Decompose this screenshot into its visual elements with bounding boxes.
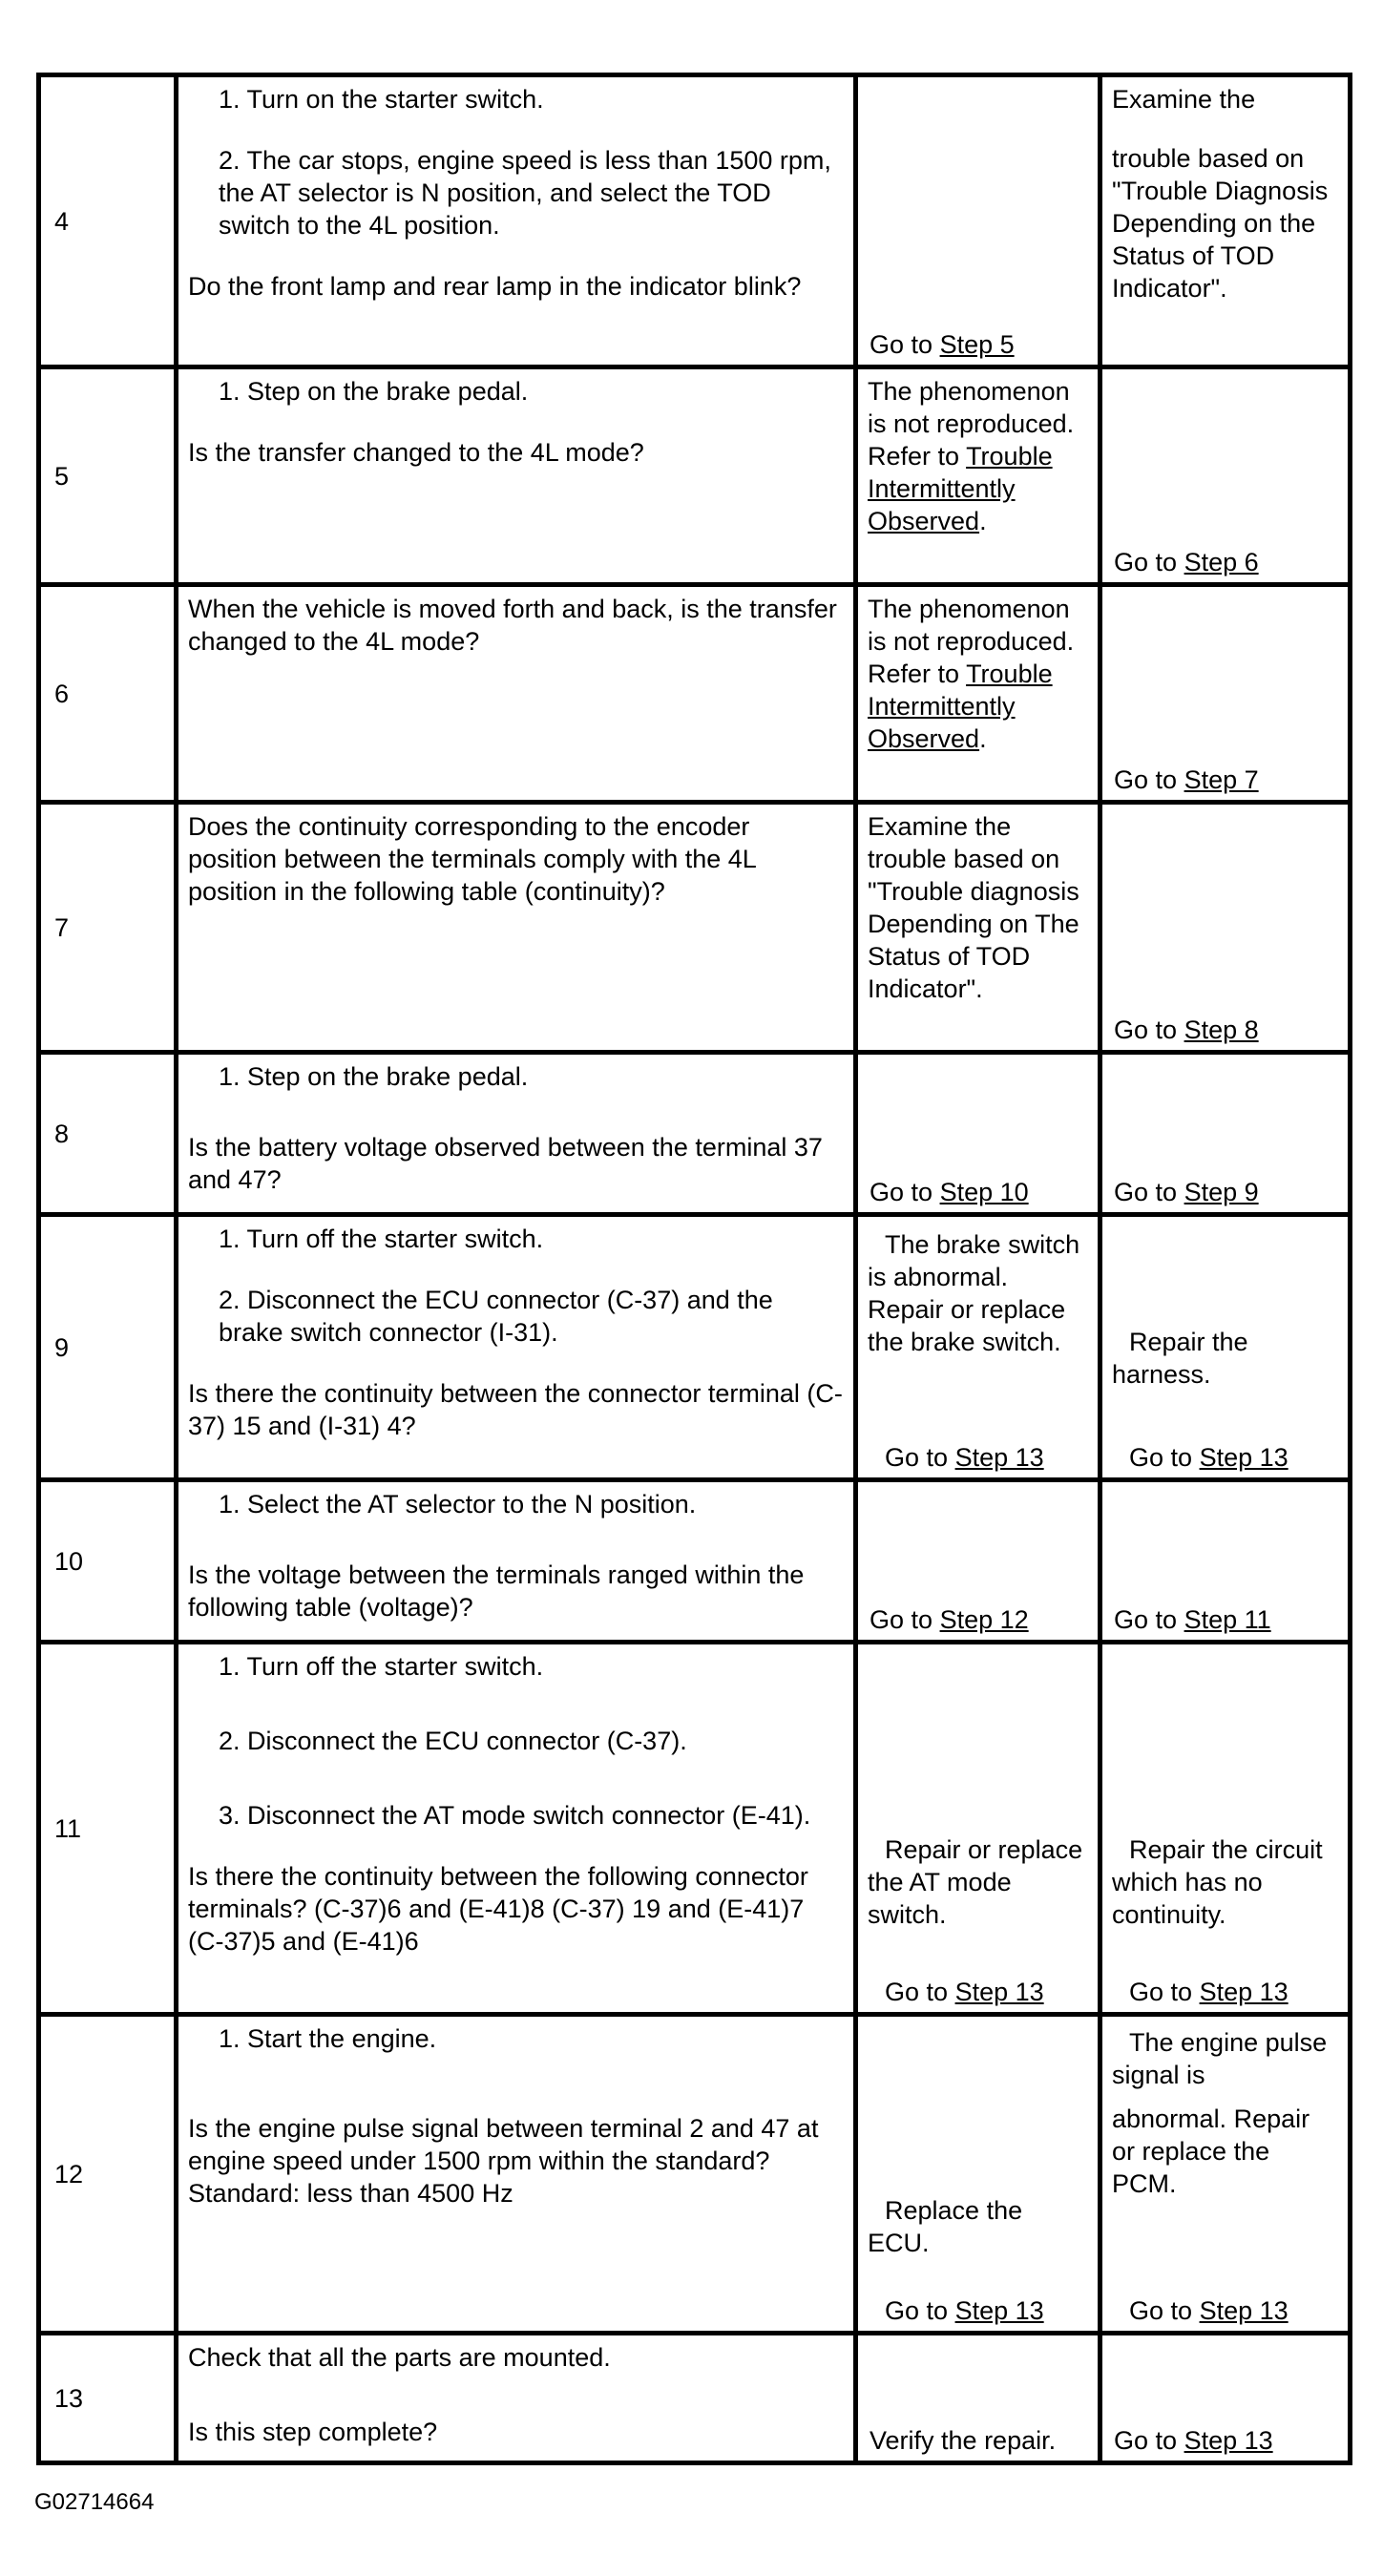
step-link[interactable]: Step 5	[939, 330, 1015, 359]
step-link[interactable]: Step 13	[954, 1443, 1044, 1472]
instruction: 2. The car stops, engine speed is less than 1500 rpm, the AT selector is N position, and select the TOD switch to the 4L position.	[219, 146, 831, 240]
go-to-label: Go to	[1114, 548, 1178, 576]
step-number: 12	[39, 2015, 177, 2334]
instruction: 1. Turn off the starter switch.	[219, 1652, 544, 1681]
result-text: The engine pulse signal is	[1112, 2028, 1328, 2089]
question: Is this step complete?	[188, 2418, 438, 2446]
no-result	[1100, 803, 1351, 1053]
figure-id: G02714664	[34, 2489, 155, 2515]
question: Does the continuity corresponding to the encoder position between the terminals comply with the 4L position in the following table (continuity)?	[188, 812, 756, 906]
yes-result	[856, 803, 1100, 1053]
step-number: 7	[39, 803, 177, 1053]
step-link[interactable]: Step 10	[939, 1178, 1029, 1206]
step-link[interactable]: Step 8	[1184, 1016, 1259, 1044]
trouble-intermittently-observed-link[interactable]: Trouble Intermittently Observed	[868, 442, 1053, 535]
no-result	[1100, 1053, 1351, 1215]
step-instructions	[177, 585, 856, 803]
table-row	[39, 1480, 1351, 1643]
step-number: 13	[39, 2334, 177, 2463]
go-to-label: Go to	[1114, 765, 1178, 794]
question: Is the voltage between the terminals ranged within the following table (voltage)?	[188, 1560, 805, 1622]
no-result	[1100, 75, 1351, 367]
yes-result	[856, 2015, 1100, 2334]
step-instructions	[177, 1053, 856, 1215]
step-instructions	[177, 1480, 856, 1643]
step-instructions	[177, 75, 856, 367]
question: Is the battery voltage observed between the terminal 37 and 47?	[188, 1133, 823, 1194]
step-link[interactable]: Step 6	[1184, 548, 1259, 576]
result-text: Examine the	[1112, 85, 1256, 114]
go-to-label: Go to	[1129, 2296, 1193, 2325]
no-result	[1100, 1215, 1351, 1480]
step-instructions	[177, 1643, 856, 2015]
yes-result	[856, 2334, 1100, 2463]
table-row	[39, 2015, 1351, 2334]
result-text: trouble based on "Trouble Diagnosis Depending on the Status of TOD Indicator".	[1112, 144, 1329, 303]
go-to-label: Go to	[870, 1605, 933, 1634]
step-link[interactable]: Step 13	[1199, 2296, 1289, 2325]
result-text: The phenomenon is not reproduced. Refer to	[868, 595, 1075, 688]
go-to-label: Go to	[885, 1443, 949, 1472]
yes-result: The phenomenon is not reproduced. Refer to Trouble Intermittently Observed.	[856, 585, 1100, 803]
step-instructions	[177, 367, 856, 585]
instruction: 3. Disconnect the AT mode switch connector (E-41).	[219, 1801, 811, 1830]
table-row	[39, 1053, 1351, 1215]
no-result	[1100, 1480, 1351, 1643]
trouble-intermittently-observed-link[interactable]: Trouble Intermittently Observed	[868, 660, 1053, 753]
result-text: Repair the circuit which has no continuity.	[1112, 1835, 1323, 1929]
step-instructions	[177, 1215, 856, 1480]
yes-result	[856, 1643, 1100, 2015]
result-text: The brake switch is abnormal. Repair or replace the brake switch.	[868, 1230, 1080, 1356]
diagnostic-table	[36, 73, 1352, 2465]
step-link[interactable]: Step 9	[1184, 1178, 1259, 1206]
step-instructions	[177, 803, 856, 1053]
step-link[interactable]: Step 13	[954, 1978, 1044, 2006]
go-to-label: Go to	[1114, 1016, 1178, 1044]
table-row	[39, 1215, 1351, 1480]
step-number: 9	[39, 1215, 177, 1480]
step-number: 5	[39, 367, 177, 585]
instruction: 1. Select the AT selector to the N position.	[219, 1490, 697, 1518]
table-row	[39, 1643, 1351, 2015]
no-result	[1100, 585, 1351, 803]
step-number: 4	[39, 75, 177, 367]
instruction: Check that all the parts are mounted.	[188, 2343, 611, 2372]
step-link[interactable]: Step 13	[1184, 2426, 1273, 2455]
table-row	[39, 75, 1351, 367]
no-result	[1100, 2015, 1351, 2334]
question: Is the engine pulse signal between terminal 2 and 47 at engine speed under 1500 rpm within the standard? Standard: less than 4500 Hz	[188, 2114, 819, 2208]
result-text: Repair or replace the AT mode switch.	[868, 1835, 1083, 1929]
table-row	[39, 2334, 1351, 2463]
go-to-label: Go to	[1129, 1443, 1193, 1472]
yes-result: The phenomenon is not reproduced. Refer to Trouble Intermittently Observed.	[856, 367, 1100, 585]
step-link[interactable]: Step 13	[1199, 1443, 1289, 1472]
result-text: Replace the ECU.	[868, 2196, 1023, 2257]
step-link[interactable]: Step 11	[1184, 1605, 1271, 1634]
yes-result	[856, 1480, 1100, 1643]
result-text: The phenomenon is not reproduced. Refer to	[868, 377, 1075, 471]
no-result	[1100, 1643, 1351, 2015]
step-instructions	[177, 2334, 856, 2463]
step-number: 11	[39, 1643, 177, 2015]
instruction: 2. Disconnect the ECU connector (C-37).	[219, 1727, 687, 1755]
no-result	[1100, 2334, 1351, 2463]
table-row	[39, 803, 1351, 1053]
go-to-label: Go to	[1129, 1978, 1193, 2006]
table-row	[39, 367, 1351, 585]
yes-result	[856, 1053, 1100, 1215]
go-to-label: Go to	[870, 330, 933, 359]
question: Is the transfer changed to the 4L mode?	[188, 438, 644, 467]
step-link[interactable]: Step 13	[954, 2296, 1044, 2325]
step-link[interactable]: Step 13	[1199, 1978, 1289, 2006]
step-instructions	[177, 2015, 856, 2334]
result-text: abnormal. Repair or replace the PCM.	[1112, 2105, 1310, 2198]
no-result	[1100, 367, 1351, 585]
go-to-label: Go to	[1114, 2426, 1178, 2455]
yes-result	[856, 75, 1100, 367]
question: When the vehicle is moved forth and back, is the transfer changed to the 4L mode?	[188, 595, 837, 656]
go-to-label: Go to	[1114, 1178, 1178, 1206]
step-link[interactable]: Step 7	[1184, 765, 1259, 794]
result-text: Verify the repair.	[870, 2426, 1057, 2455]
question: Is there the continuity between the following connector terminals? (C-37)6 and (E-41)8 (C-37) 19 and (E-41)7 (C-37)5 and (E-41)6	[188, 1862, 808, 1956]
result-text: Examine the trouble based on "Trouble diagnosis Depending on The Status of TOD Indicator".	[868, 812, 1079, 1003]
step-number: 10	[39, 1480, 177, 1643]
question: Do the front lamp and rear lamp in the indicator blink?	[188, 272, 802, 301]
result-text: Repair the harness.	[1112, 1328, 1248, 1389]
go-to-label: Go to	[885, 1978, 949, 2006]
instruction: 1. Step on the brake pedal.	[219, 377, 529, 406]
instruction: 1. Turn on the starter switch.	[219, 85, 544, 114]
table-row	[39, 585, 1351, 803]
step-link[interactable]: Step 12	[939, 1605, 1029, 1634]
instruction: 1. Turn off the starter switch.	[219, 1225, 544, 1253]
instruction: 2. Disconnect the ECU connector (C-37) and the brake switch connector (I-31).	[219, 1286, 773, 1347]
go-to-label: Go to	[1114, 1605, 1178, 1634]
question: Is there the continuity between the connector terminal (C-37) 15 and (I-31) 4?	[188, 1379, 843, 1440]
instruction: 1. Step on the brake pedal.	[219, 1062, 529, 1091]
instruction: 1. Start the engine.	[219, 2024, 437, 2053]
go-to-label: Go to	[885, 2296, 949, 2325]
yes-result	[856, 1215, 1100, 1480]
step-number: 6	[39, 585, 177, 803]
step-number: 8	[39, 1053, 177, 1215]
go-to-label: Go to	[870, 1178, 933, 1206]
